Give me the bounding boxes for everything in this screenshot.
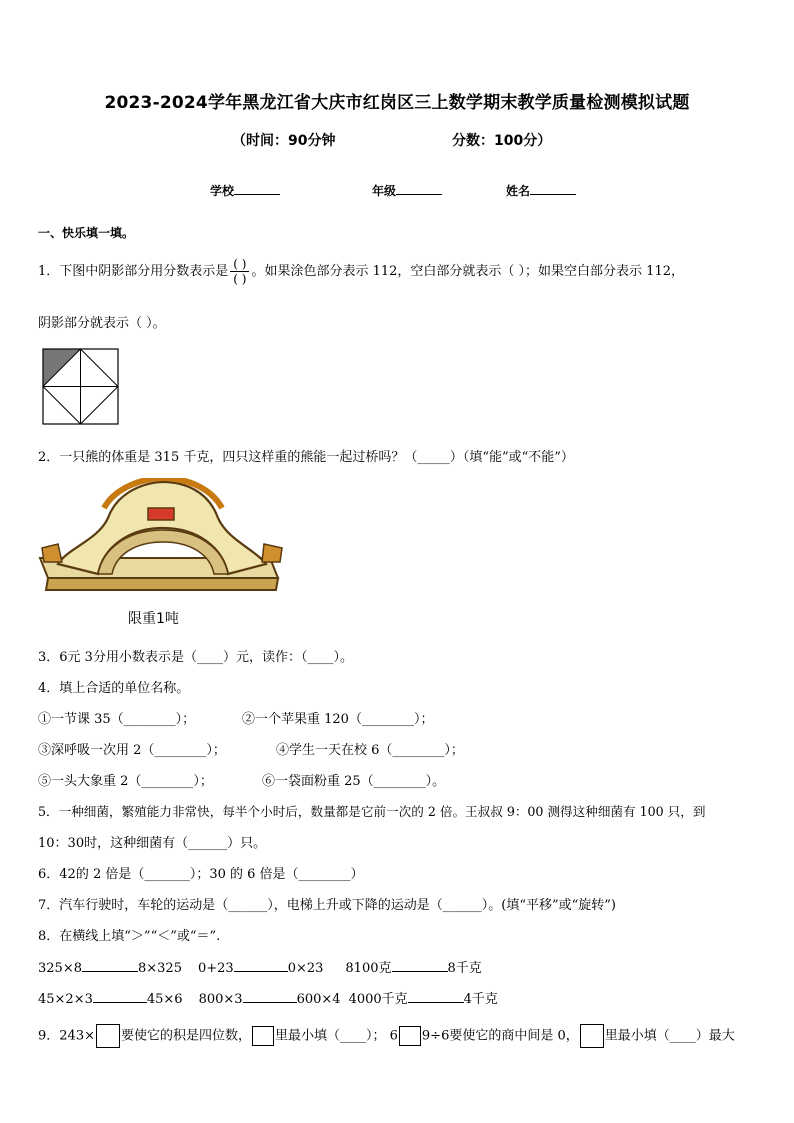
q9-box-3[interactable]: [399, 1026, 421, 1046]
question-7: 7．汽车行驶时，车轮的运动是（______），电梯上升或下降的运动是（______）。(填“平移”或“旋转”): [38, 898, 616, 913]
q1-frac-den: ( ): [233, 272, 247, 286]
question-2: 2．一只熊的体重是 315 千克，四只这样重的熊能一起过桥吗？（_____）（填“能”或“不能”）: [38, 450, 574, 465]
name-blank[interactable]: [530, 182, 576, 195]
q8-r1-expr-1: 325×8: [38, 961, 82, 976]
grade-label: 年级: [372, 184, 397, 198]
q8-r1-expr-2: 8×325: [137, 961, 182, 976]
q8-r1-blank-3[interactable]: [392, 959, 448, 972]
question-9: [38, 1024, 735, 1048]
q1-fraction[interactable]: [230, 257, 249, 286]
q4-item-6: ⑥一袋面粉重 25（________）。: [262, 774, 446, 789]
q4-item-1: ①一节课 35（________）；: [38, 712, 196, 727]
q8-r2-expr-4: 600×4: [296, 992, 341, 1007]
q9-text-4: 9÷6要使它的商中间是 0，: [421, 1028, 579, 1044]
q9-text-3: 里最小填（____）； 6: [275, 1028, 398, 1044]
question-5-line-2: 10：30时，这种细菌有（______）只。: [38, 836, 267, 851]
q8-r2-blank-2[interactable]: [243, 990, 297, 1003]
grade-blank[interactable]: [396, 182, 442, 195]
bridge-illustration: [38, 478, 298, 608]
grade-field: [372, 182, 442, 199]
exam-time: （时间：90分钟: [232, 133, 336, 149]
q8-r1-blank-1[interactable]: [82, 959, 138, 972]
q8-r2-expr-5: 4000千克: [348, 992, 408, 1007]
question-1: [38, 257, 684, 286]
weight-limit-caption: 限重1吨: [128, 611, 179, 627]
q1-line-2: 阴影部分就表示（ ）。: [38, 316, 166, 331]
q4-item-3: ③深呼吸一次用 2（________）；: [38, 743, 226, 758]
q9-box-4[interactable]: [580, 1024, 604, 1048]
q8-r2-expr-3: 800×3: [198, 992, 243, 1007]
question-8: 8．在横线上填“＞”“＜”或“＝”.: [38, 929, 221, 944]
bridge-base-front: [46, 578, 278, 590]
q8-r2-blank-3[interactable]: [408, 990, 464, 1003]
q8-r2-expr-2: 45×6: [146, 992, 183, 1007]
q9-text-2: 要使它的积是四位数，: [120, 1028, 251, 1044]
q1-text-b: 。如果涂色部分表示 112，空白部分就表示（ ）；如果空白部分表示 112，: [251, 264, 684, 279]
q8-r2-expr-1: 45×2×3: [38, 992, 93, 1007]
q4-item-4: ④学生一天在校 6（________）；: [276, 743, 464, 758]
question-3: 3．6元 3分用小数表示是（____）元，读作：（____）。: [38, 650, 353, 665]
q8-r1-expr-6: 8千克: [447, 961, 482, 976]
bridge-sign: [148, 508, 174, 520]
q1-square-diagram: [42, 348, 120, 426]
q4-item-2: ②一个苹果重 120（________）；: [242, 712, 434, 727]
q8-row-2: [38, 988, 498, 1007]
question-4: 4．填上合适的单位名称。: [38, 681, 190, 696]
school-blank[interactable]: [234, 182, 280, 195]
q1-frac-num: ( ): [230, 257, 249, 272]
q8-row-1: [38, 957, 482, 976]
q8-r2-expr-6: 4千克: [463, 992, 498, 1007]
q8-r1-expr-3: 0+23: [197, 961, 234, 976]
q9-text-5: 里最小填（____）最大: [604, 1028, 735, 1044]
question-6: 6．42的 2 倍是（_______）；30 的 6 倍是（________）: [38, 867, 364, 882]
question-5-line-1: 5．一种细菌，繁殖能力非常快，每半个小时后，数量都是它前一次的 2 倍。王叔叔 9：00 测得这种细菌有 100 只，到: [38, 804, 706, 819]
q9-box-2[interactable]: [252, 1026, 274, 1046]
q4-item-5: ⑤一头大象重 2（________）；: [38, 774, 213, 789]
school-label: 学校: [210, 184, 235, 198]
section-1-title: 一、快乐填一填。: [38, 226, 135, 240]
exam-score: 分数：100分）: [452, 133, 552, 149]
q9-box-1[interactable]: [96, 1024, 120, 1048]
q8-r1-expr-4: 0×23: [287, 961, 324, 976]
q8-r1-expr-5: 8100克: [345, 961, 392, 976]
name-label: 姓名: [506, 184, 531, 198]
q8-r1-blank-2[interactable]: [234, 959, 288, 972]
name-field: [506, 182, 576, 199]
bridge-right-post: [262, 544, 282, 562]
page-title: 2023-2024学年黑龙江省大庆市红岗区三上数学期末教学质量检测模拟试题: [104, 93, 690, 113]
q8-r2-blank-1[interactable]: [93, 990, 147, 1003]
school-field: [210, 182, 280, 199]
q9-text-1: 9．243×: [38, 1028, 95, 1044]
q1-text-a: 1．下图中阴影部分用分数表示是: [38, 264, 229, 279]
bridge-left-post: [42, 544, 62, 562]
